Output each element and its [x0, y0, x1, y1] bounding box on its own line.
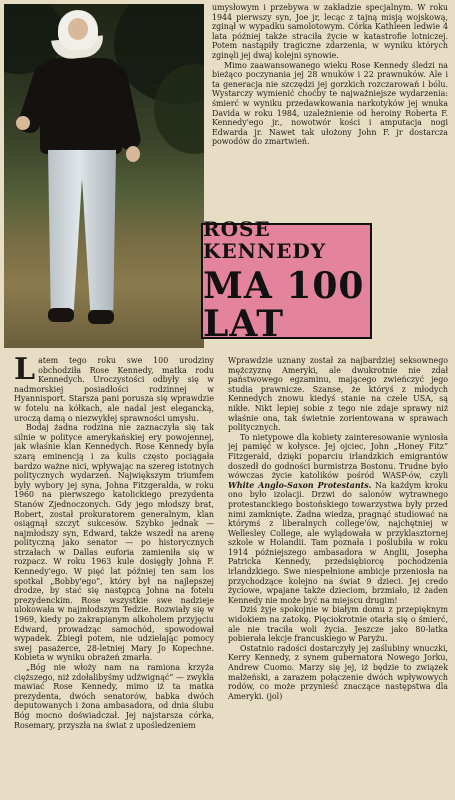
headline-block [201, 217, 372, 345]
headline-line-1: ROSE KENNEDY [203, 217, 327, 264]
lead-text: atem tego roku swe 100 urodziny obchodziła Rose Kennedy, matka rodu Kennedych. Uroczystości odbyły się w nadmorskiej posiadłości rodzinnej w Hyannisport. Starsza pani porusza się wprawdzie w fotelu na kółkach, ale nadal jest elegancką, uroczą damą o niezwykłej sprawności umysłu. [14, 356, 214, 423]
drop-cap: L [14, 356, 36, 387]
paragraph-text: Na każdym kroku ono było izolacji. Drzwi do salonów wytrawnego protestanckiego bostońskiego towarzystwa były przed nimi zamknięte. Żadna wiedza, pragnąć studiować na którymś z liberalnych college'ów, najchętniej w Wellesley College, ale wylądowała w przyklasztornej szkole w Holandii. Tam poznała i poślubiła w roku 1914 późniejszego ambasadora w Anglii, Josepha Patricka Kennedy, przedsiębiorcę pochodzenia irlandzkiego. Swe niespełnione ambicje przeniosła na przychodzące kolejno na świat 9 dzieci. Jej credo życiowe, wpajane także dzieciom, brzmiało, iż żaden Kennedy nie może być na miejscu drugim! [228, 480, 448, 605]
paragraph: Bodaj żadna rodzina nie zaznaczyła się tak silnie w polityce amerykańskiej ery powojennej, jak właśnie klan Kennedych. Rose Kennedy była szarą eminencją i za kulis często pociągała bardzo ważne nici, wpływając na szereg istotnych politycznych wydarzeń. Największym triumfem były wybory jej syna, Johna Fitzgeralda, w roku 1960 na pierwszego katolickiego prezydenta Stanów Zjednoczonych. Gdy jego młodszy brat, Robert, został prokuratorem generalnym, klan osiągnął szczyt sukcesów. Szybko jednak — najmłodszy syn, Edward, także wszedł na arenę polityczną jako senator — po historycznych strzałach w Dallas euforia zamieniła się w rozpacz. W roku 1963 kule dosięgły Johna F. Kennedy'ego. W pięć lat później ten sam los spotkał „Bobby'ego”, który był na najlepszej drodze, by stać się następcą Johna na fotelu prezydenckim. Rose wszystkie swe nadzieje ulokowała w najmłodszym Tedzie. Rozwiały się w 1969, kiedy po zakrapianym alkoholem przyjęciu Edward, prowadząc samochód, spowodował wypadek. Zbiegł potem, nie udzielając pomocy swej pasażerce, 28-letniej Mary Jo Kopechne. Kobieta w wyniku obrażeń zmarła. [14, 423, 214, 663]
paragraph: Mimo zaawansowanego wieku Rose Kennedy śledzi na bieżąco poczynania jej 28 wnuków i 22 prawnuków. Ale i ta generacja nie szczędzi jej gorzkich rozczarowań i bólu. Wystarczy wymienić choćby te najważniejsze wydarzenia: śmierć w wyniku przedawkowania narkotyków jej wnuka Davida w roku 1984, uzależnienie od heroiny Roberta F. Kennedy'ego jr., nowotwór kości i amputacja nogi Edwarda jr. Nawet tak ułożony John F. jr dostarcza powodów do zmartwień. [212, 60, 448, 147]
figure-shoe [48, 308, 74, 322]
figure-hand [126, 146, 140, 162]
paragraph: Wprawdzie uznany został za najbardziej seksownego mężczyznę Ameryki, ale dwukrotnie nie zdał państwowego egzaminu, mającego zwieńczyć jego studia prawnicze. Szanse, że któryś z młodych Kennedych znowu kiedyś stanie na czele USA, są nikłe. Nikt lepiej sobie z tego nie zdaje sprawy niż właśnie ona, tak świetnie zorientowana w sprawach politycznych. [228, 356, 448, 433]
paragraph: Dziś żyje spokojnie w białym domu z przepięknym widokiem na zatokę. Pięciokrotnie otarła się o śmierć, ale nie traciła woli życia. Jeszcze jako 80-latka pobierała lekcje francuskiego w Paryżu. [228, 605, 448, 644]
paragraph [228, 433, 448, 606]
headline-line-2: MA 100 LAT [203, 265, 365, 345]
figure-trousers [48, 150, 116, 310]
article-column-top [212, 3, 448, 221]
figure-hand [16, 116, 30, 130]
article-column-right [228, 356, 448, 798]
paragraph: umysłowym i przebywa w zakładzie specjalnym. W roku 1944 pierwszy syn, Joe jr, lecąc z tajną misją wojskową, zginął w wypadku samolotowym. Córka Kathleen ledwie 4 lata później także straciła życie w katastrofie lotniczej. Potem nastąpiły tragiczne zdarzenia, w wyniku których zginęli jej dwaj kolejni synowie. [212, 3, 448, 60]
paragraph: „Bóg nie włoży nam na ramiona krzyża cięższego, niż zdołalibyśmy udźwignąć” — zwykła mawiać Rose Kennedy, mimo iż ta matka prezydenta, dwóch senatorów, babka dwóch deputowanych i żona ambasadora, od dnia ślubu Bóg mocno doświadczał. Jej najstarsza córka, Rosemary, przyszła na świat z upośledzeniem [14, 663, 214, 730]
figure-shoe [88, 310, 114, 324]
paragraph: Ostatnio radości dostarczyły jej zaślubiny wnuczki, Kerry Kennedy, z synem gubernatora Nowego Jorku, Andrew Cuomo. Marzy się jej, iż będzie to związek małżeński, a zarazem połączenie dwóch wpływowych rodów, co może przynieść znaczące następstwa dla Ameryki. (jol) [228, 643, 448, 701]
lead-paragraph [14, 356, 214, 423]
emphasis-phrase: White Anglo-Saxon Protestants. [228, 480, 372, 490]
figure-sweater [40, 58, 122, 154]
article-column-left [14, 356, 214, 798]
paragraph-text: To nietypowe dla kobiety zainteresowanie wyniosła jej pamięć w kołysce. Jej ojciec, John „Honey Fitz” Fitzgerald, dzięki poparciu irlandzkich emigrantów doszedł do godności burmistrza Bostonu. Trudne było wówczas życie katolików pośród WASP-ów, czyli [228, 432, 448, 481]
photo-rose-kennedy-walking [4, 4, 204, 348]
figure-face [68, 18, 88, 40]
